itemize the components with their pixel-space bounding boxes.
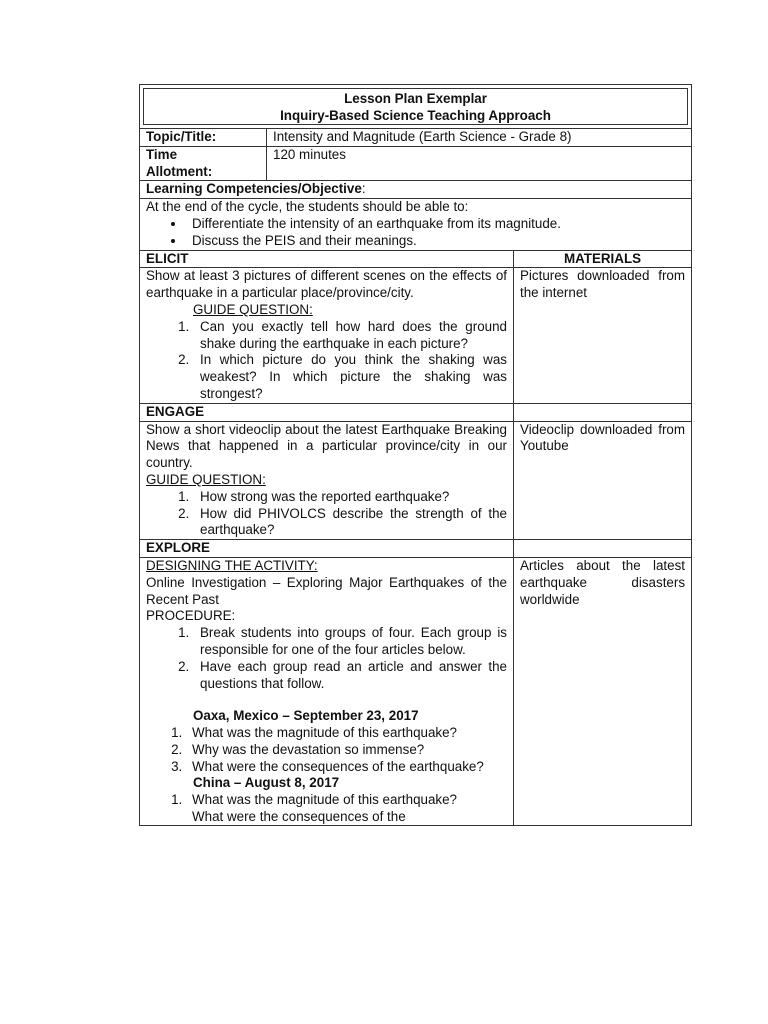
quake2-question: 2. What were the consequences of the [186,809,507,825]
engage-materials: Videoclip downloaded from Youtube [514,421,692,540]
materials-header: MATERIALS [514,250,692,268]
engage-header: ENGAGE [140,403,514,421]
quake2-questions [146,792,507,825]
time-label-line-1: Time [146,146,178,162]
competencies-list [146,216,685,250]
explore-procedure-label: PROCEDURE: [146,608,236,624]
engage-header-empty [514,403,692,421]
explore-header: EXPLORE [140,540,514,558]
elicit-header: ELICIT [140,250,514,268]
title-box [143,88,688,125]
spacer [146,692,507,708]
lesson-plan-document [139,84,691,826]
quake1-question: 2. Why was the devastation so immense? [186,742,507,759]
time-row [140,146,692,181]
quake2-question: 1. What was the magnitude of this earthquake? [186,792,507,809]
quake1-title: Oaxa, Mexico – September 23, 2017 [193,708,419,724]
engage-body [140,421,514,540]
lesson-plan-table [139,84,692,826]
engage-question: 1. How strong was the reported earthquake? [193,489,507,506]
elicit-header-row [140,250,692,268]
explore-header-empty [514,540,692,558]
competencies-header [140,181,692,199]
topic-row [140,129,692,147]
elicit-body [140,268,514,403]
time-label [140,146,267,181]
elicit-materials: Pictures downloaded from the internet [514,268,692,403]
competency-item: • Differentiate the intensity of an earthquake from its magnitude. [186,216,685,233]
engage-header-row [140,403,692,421]
explore-body [140,557,514,825]
elicit-questions [146,319,507,403]
elicit-text: Show at least 3 pictures of different scenes on the effects of earthquake in a particular place/province/city. [146,268,507,301]
quake1-question: 1. What was the magnitude of this earthquake? [186,725,507,742]
explore-activity-title: Online Investigation – Exploring Major Earthquakes of the Recent Past [146,574,507,607]
explore-step: 1. Break students into groups of four. Each group is responsible for one of the four articles below. [193,625,507,659]
quake1-questions [146,725,507,775]
elicit-guide-label: GUIDE QUESTION: [193,301,313,317]
title-row [140,85,692,129]
elicit-body-row [140,268,692,403]
explore-materials: Articles about the latest earthquake disasters worldwide [514,557,692,825]
competencies-body-row [140,199,692,250]
competencies-label: Learning Competencies/Objective [146,181,362,197]
time-label-line-2: Allotment: [146,163,213,179]
competencies-body [140,199,692,250]
competency-item: • Discuss the PEIS and their meanings. [186,233,685,250]
engage-guide-label: GUIDE QUESTION: [146,471,266,487]
explore-step: 2. Have each group read an article and answer the questions that follow. [193,659,507,693]
time-value: 120 minutes [267,146,692,181]
quake1-question: 3. What were the consequences of the earthquake? [186,759,507,776]
explore-body-row [140,557,692,825]
competencies-header-row [140,181,692,199]
elicit-question: 2. In which picture do you think the shaking was weakest? In which picture the shaking was strongest? [193,352,507,402]
explore-steps [146,625,507,692]
title-line-2: Inquiry-Based Science Teaching Approach [280,108,551,123]
title-cell [140,85,692,129]
engage-body-row [140,421,692,540]
engage-text: Show a short videoclip about the latest Earthquake Breaking News that happened in a particular province/city in our country. [146,421,507,471]
quake2-title: China – August 8, 2017 [193,775,340,791]
explore-header-row [140,540,692,558]
engage-questions [146,489,507,539]
engage-question: 2. How did PHIVOLCS describe the strength of the earthquake? [193,506,507,540]
title-line-1: Lesson Plan Exemplar [344,91,487,106]
competencies-colon: : [361,181,366,197]
explore-designing-label: DESIGNING THE ACTIVITY: [146,557,318,573]
topic-label: Topic/Title: [140,129,267,147]
elicit-question: 1. Can you exactly tell how hard does the ground shake during the earthquake in each picture? [193,319,507,353]
topic-value: Intensity and Magnitude (Earth Science - Grade 8) [267,129,692,147]
competencies-intro: At the end of the cycle, the students should be able to: [146,199,469,215]
